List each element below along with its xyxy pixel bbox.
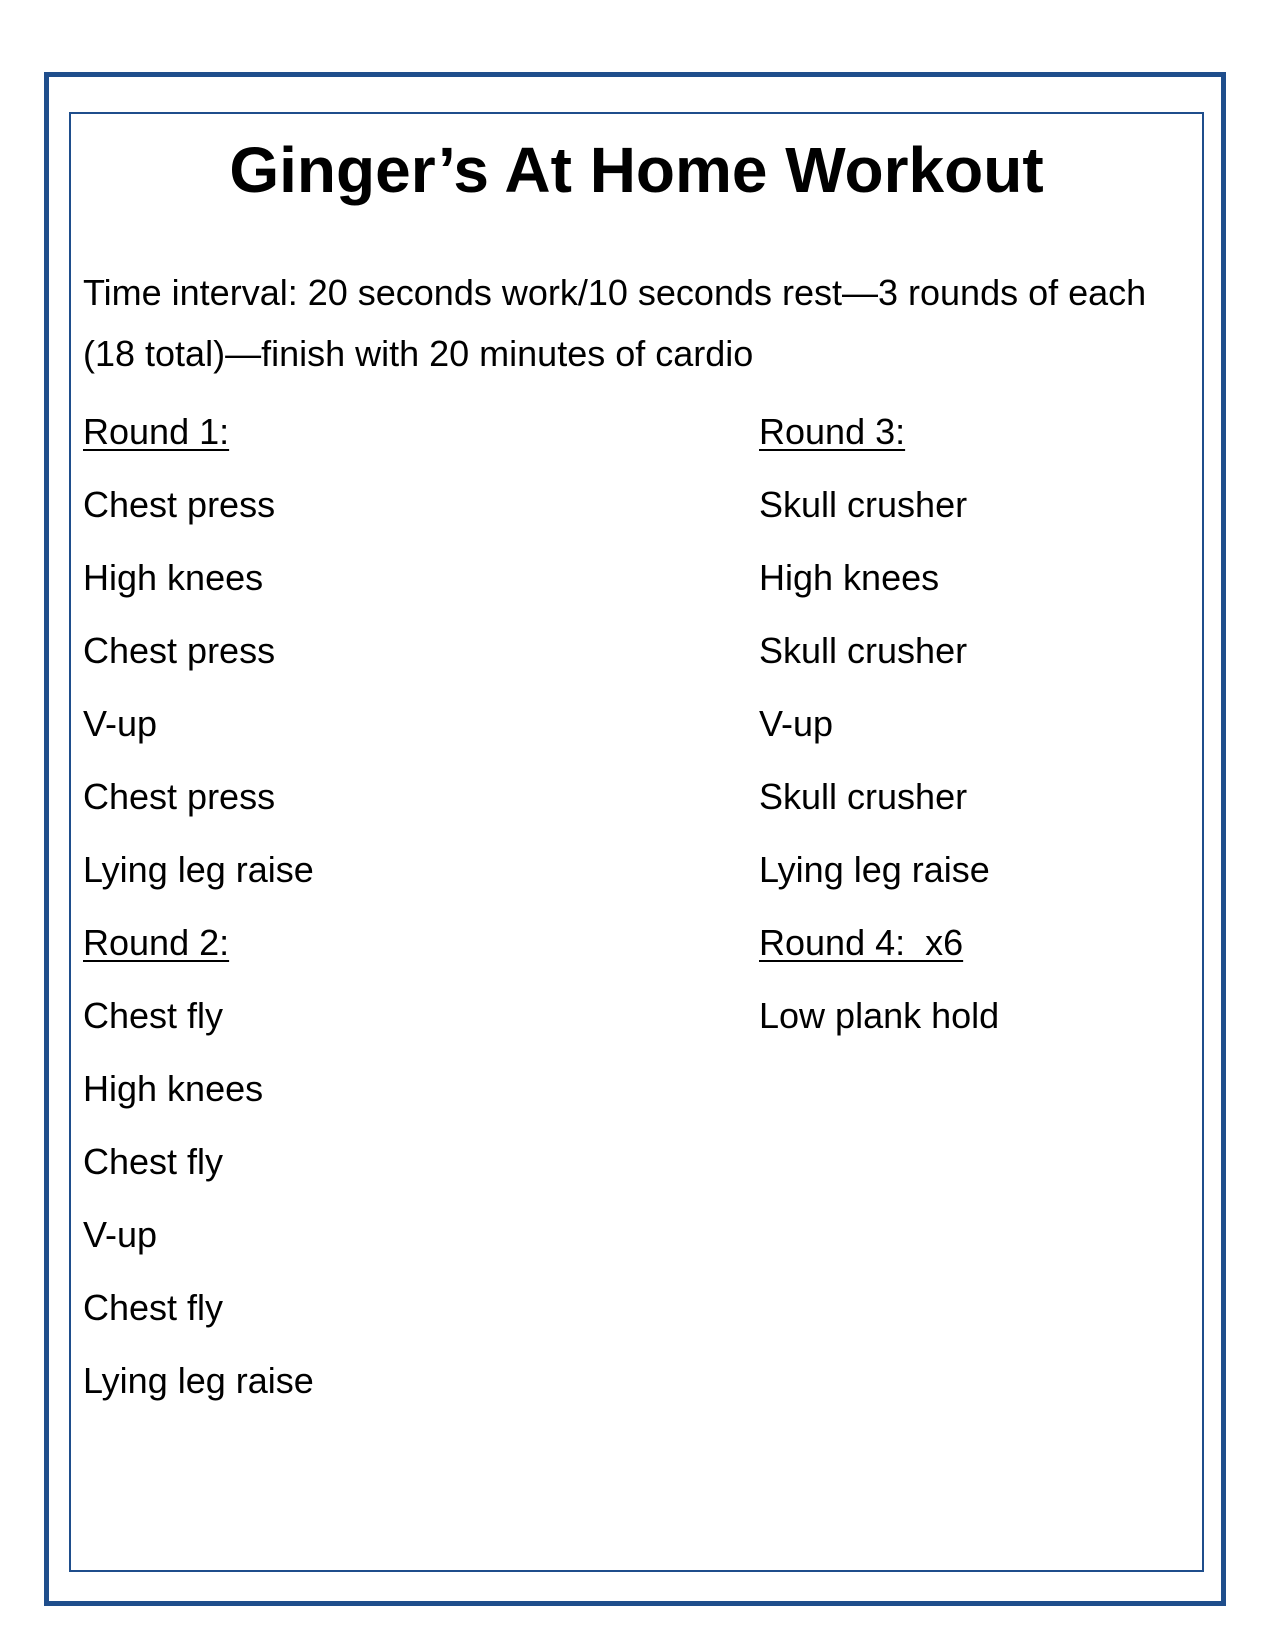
exercise-item: Lying leg raise <box>83 1360 314 1401</box>
exercise-item: V-up <box>759 703 834 744</box>
exercise-item: V-up <box>83 1214 158 1255</box>
exercise-item: Chest press <box>83 484 276 525</box>
round-3-heading: Round 3: <box>759 411 906 452</box>
round-1-heading: Round 1: <box>83 411 230 452</box>
exercise-item: V-up <box>83 703 158 744</box>
right-column <box>759 395 999 1052</box>
exercise-item: Chest fly <box>83 1287 224 1328</box>
exercise-item: Chest press <box>83 630 276 671</box>
exercise-item: Lying leg raise <box>83 849 314 890</box>
exercise-item: High knees <box>759 557 940 598</box>
exercise-item: Chest press <box>83 776 276 817</box>
exercise-item: Lying leg raise <box>759 849 990 890</box>
exercise-item: Skull crusher <box>759 776 968 817</box>
round-4-heading: Round 4: x6 <box>759 922 964 963</box>
exercise-item: Skull crusher <box>759 484 968 525</box>
workout-intro: Time interval: 20 seconds work/10 seconds rest—3 rounds of each (18 total)—finish with 20 minutes of cardio <box>83 272 1147 374</box>
exercise-item: Skull crusher <box>759 630 968 671</box>
exercise-item: High knees <box>83 1068 264 1109</box>
exercise-item: Chest fly <box>83 995 224 1036</box>
left-column <box>83 395 314 1417</box>
round-2-heading: Round 2: <box>83 922 230 963</box>
exercise-item: Low plank hold <box>759 995 1000 1036</box>
exercise-item: High knees <box>83 557 264 598</box>
exercise-item: Chest fly <box>83 1141 224 1182</box>
page-title: Ginger’s At Home Workout <box>229 134 1044 206</box>
